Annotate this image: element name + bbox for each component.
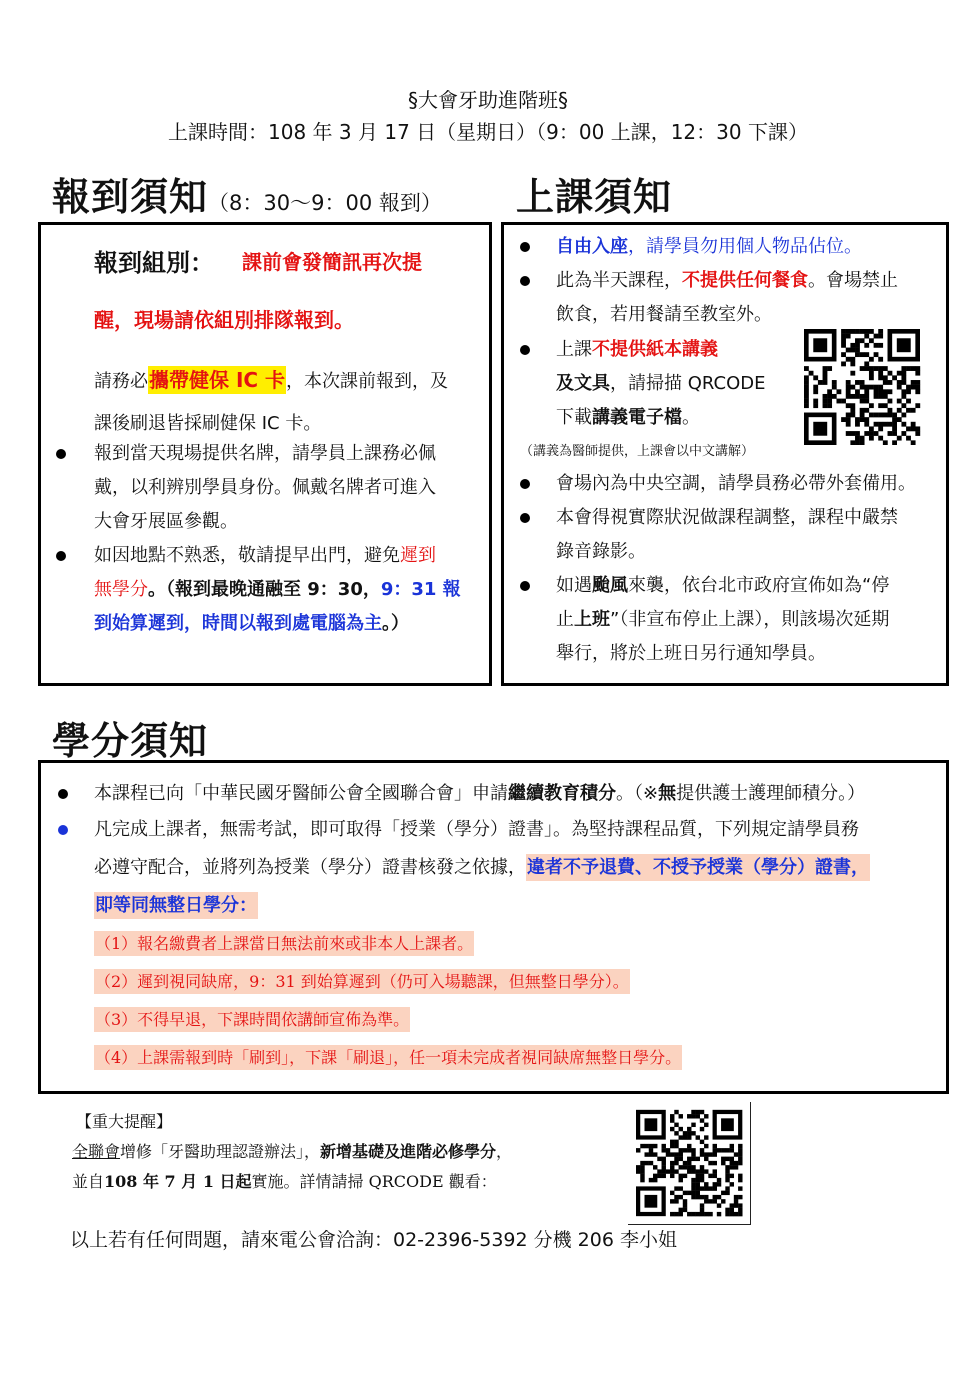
class-line-3c (556, 408, 700, 428)
late-line-2 (94, 580, 461, 600)
late-text-h: 。） (382, 613, 409, 634)
class-line-6c: 舉行，將於上班日另行通知學員。 (556, 643, 826, 664)
credit-text-a: 本課程已向「中華民國牙醫師公會全國聯合會」申請 (94, 783, 508, 804)
credit-text-f: 必遵守配合，並將列為授業（學分）證書核發之依據， (94, 857, 526, 878)
handout-c: 及文具 (556, 373, 610, 394)
late-text-d: 。（ (148, 579, 175, 600)
class-time: 上課時間：108 年 3 月 17 日（星期日）（9：00 上課，12：30 下課） (168, 120, 808, 144)
typhoon-e: 上班 (574, 609, 610, 630)
bullet-dot-icon (58, 825, 68, 835)
bullet-dot-icon (520, 276, 530, 286)
credit-text-g: 違者不予退費、不授予授業（學分）證書， (526, 854, 870, 881)
rule-3 (94, 1010, 410, 1030)
rule-4-text: （4）上課需報到時「刷到」，下課「刷退」，任一項未完成者視同缺席無整日學分。 (94, 1045, 682, 1070)
reminder-c: 新增基礎及進階必修學分 (320, 1142, 497, 1161)
late-text-c: 無學分 (94, 579, 148, 600)
contact-line: 以上若有任何問題，請來電公會洽詢：02-2396-5392 分機 206 李小姐 (70, 1229, 677, 1251)
typhoon-d: 止 (556, 609, 574, 630)
late-text-g: 到始算遲到，時間以報到處電腦為主 (94, 613, 382, 634)
page-title: §大會牙助進階班§ (408, 88, 568, 112)
class-line-6b (556, 610, 889, 630)
credit-line-4 (94, 896, 258, 916)
bullet-dot-icon (520, 479, 530, 489)
credit-line-1 (94, 784, 865, 804)
class-line-4: 會場內為中央空調，請學員務必帶外套備用。 (556, 473, 916, 494)
reminder-d: ， (496, 1142, 513, 1161)
badge-line-1: 報到當天現場提供名牌，請學員上課務必佩 (94, 443, 436, 464)
reminder-e: 並自 (72, 1172, 105, 1191)
reminder-line-1 (72, 1142, 512, 1162)
late-text-b: 遲到 (400, 545, 436, 566)
late-text-f: 9：31 報 (380, 579, 461, 600)
typhoon-c: 來襲，依台北市政府宣佈如為“停 (628, 575, 890, 596)
rule-3-text: （3）不得早退，下課時間依講師宣佈為準。 (94, 1007, 410, 1032)
ic-card-line-2: 課後刷退皆採刷健保 IC 卡。 (94, 413, 322, 434)
typhoon-a: 如遇 (556, 575, 592, 596)
seat-note: ，請學員勿用個人物品佔位。 (628, 236, 862, 257)
class-heading: 上課須知 (516, 175, 673, 219)
rule-1 (94, 934, 474, 954)
rule-4 (94, 1048, 682, 1068)
handout-d: ，請掃描 QRCODE (610, 373, 766, 394)
rule-2-text: （2）遲到視同缺席，9：31 到始算遲到（仍可入場聽課，但無整日學分）。 (94, 969, 630, 994)
credit-line-3 (94, 858, 870, 878)
handout-note: （講義為醫師提供，上課會以中文講解） (520, 444, 755, 459)
class-line-5: 本會得視實際狀況做課程調整，課程中嚴禁 (556, 507, 898, 528)
credit-text-d: 無 (658, 783, 677, 804)
class-line-2 (556, 271, 898, 291)
credit-text-h: 即等同無整日學分： (94, 892, 258, 919)
credit-heading: 學分須知 (52, 719, 209, 763)
handout-f: 講義電子檔 (592, 407, 682, 428)
rule-1-text: （1）報名繳費者上課當日無法前來或非本人上課者。 (94, 931, 474, 956)
meal-a: 此為半天課程， (556, 270, 682, 291)
handout-a: 上課 (556, 339, 592, 360)
ic-card-highlight: 攜帶健保 IC 卡 (149, 368, 286, 392)
class-line-2b: 飲食，若用餐請至教室外。 (556, 304, 772, 325)
handout-e: 下載 (556, 407, 592, 428)
ic-card-text-c: ，本次課前報到，及 (286, 371, 449, 392)
meal-c: 。會場禁止 (808, 270, 898, 291)
seat-free: 自由入座 (556, 236, 628, 257)
typhoon-b: 颱風 (592, 575, 628, 596)
reminder-f: 108 年 7 月 1 日起 (104, 1172, 252, 1191)
group-label: 報到組別： (94, 248, 214, 277)
class-line-5b: 錄音錄影。 (556, 541, 646, 562)
bullet-dot-icon (520, 242, 530, 252)
late-line-3 (94, 614, 409, 634)
bullet-dot-icon (520, 513, 530, 523)
qr-code-icon[interactable] (804, 329, 924, 445)
badge-line-2: 戴，以利辨別學員身份。佩戴名牌者可進入 (94, 477, 436, 498)
group-note-1: 課前會發簡訊再次提 (242, 250, 422, 274)
checkin-heading-text: 報到須知 (52, 175, 209, 219)
class-line-6 (556, 576, 889, 596)
credit-text-b: 繼續教育積分 (508, 783, 616, 804)
bullet-dot-icon (58, 789, 68, 799)
credit-line-2: 凡完成上課者，無需考試，即可取得「授業（學分）證書」。為堅持課程品質，下列規定請學員務 (94, 819, 859, 840)
late-text-a: 如因地點不熟悉，敬請提早出門，避免 (94, 545, 400, 566)
late-text-e: 報到最晚通融至 9：30， (175, 579, 381, 600)
class-line-1 (556, 237, 862, 257)
bullet-dot-icon (520, 345, 530, 355)
class-line-3b (556, 374, 765, 394)
reminder-line-2 (72, 1172, 497, 1192)
reminder-b: 增修「牙醫助理認證辦法」， (120, 1142, 321, 1161)
bullet-dot-icon (520, 581, 530, 591)
reminder-title: 【重大提醒】 (76, 1112, 173, 1131)
credit-box (38, 760, 949, 1094)
badge-line-3: 大會牙展區參觀。 (94, 511, 238, 532)
ic-card-line (94, 370, 448, 392)
rule-2 (94, 972, 630, 992)
credit-text-c: 。（※ (616, 783, 659, 804)
checkin-heading-sub: （8：30〜9：00 報到） (208, 191, 442, 215)
bullet-dot-icon (56, 551, 66, 561)
handout-g: 。 (682, 407, 700, 428)
credit-text-e: 提供護士護理師積分。） (676, 783, 866, 804)
handout-b: 不提供紙本講義 (592, 339, 718, 360)
reminder-a: 全聯會 (72, 1142, 121, 1161)
group-note-2: 醒，現場請依組別排隊報到。 (94, 308, 354, 332)
typhoon-f: ”（非宣布停止上課），則該場次延期 (610, 609, 890, 630)
checkin-heading (52, 166, 442, 221)
bullet-dot-icon (56, 449, 66, 459)
class-line-3 (556, 340, 718, 360)
qr-code-icon[interactable] (628, 1102, 751, 1225)
late-line-1 (94, 546, 436, 566)
meal-b: 不提供任何餐食 (682, 270, 808, 291)
ic-card-text-a: 請務必 (94, 371, 148, 392)
reminder-g: 實施。詳情請掃 QRCODE 觀看： (251, 1172, 497, 1191)
